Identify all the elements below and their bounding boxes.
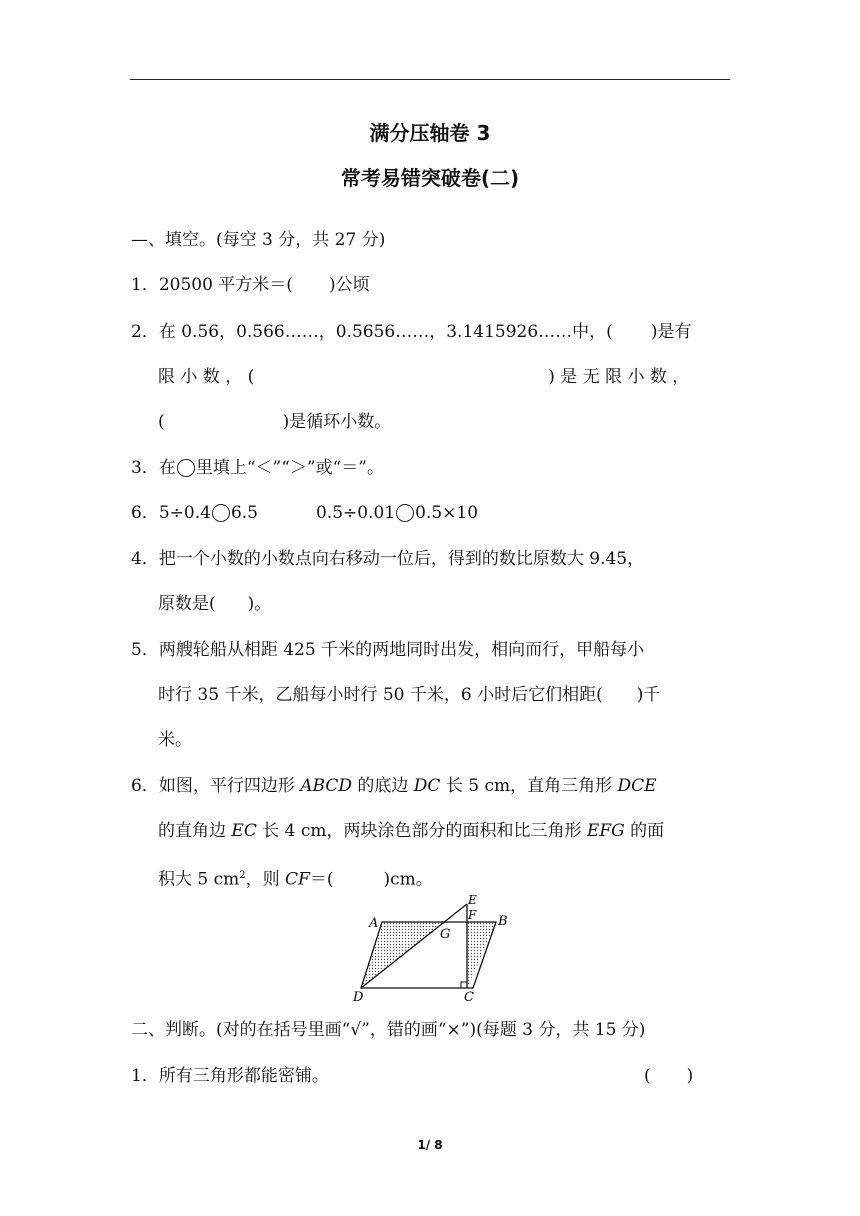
question-text: 的直角边 bbox=[158, 821, 232, 841]
question-text: 原数是( bbox=[158, 594, 216, 614]
shaded-triangle-right bbox=[467, 922, 496, 988]
expr-left: 5÷0.4 bbox=[158, 503, 211, 523]
question-4-line-2 bbox=[158, 592, 271, 616]
question-text: 长 5 cm，直角三角形 bbox=[440, 776, 618, 796]
question-6-line-3 bbox=[158, 864, 433, 892]
question-text: 20500 平方米＝( bbox=[158, 275, 293, 295]
question-text: )公顷 bbox=[328, 275, 370, 295]
question-text: 在 bbox=[158, 458, 176, 478]
question-2-line-1 bbox=[131, 320, 691, 344]
compare-circle-icon bbox=[396, 504, 414, 522]
page-subtitle: 常考易错突破卷(二) bbox=[340, 166, 520, 190]
question-text: 积大 5 cm bbox=[158, 869, 240, 890]
parallelogram-figure bbox=[350, 892, 520, 1004]
compare-circle-icon bbox=[212, 504, 230, 522]
label-f: F bbox=[468, 908, 477, 922]
question-5-line-3: 米。 bbox=[158, 730, 192, 750]
label-g: G bbox=[440, 927, 451, 942]
question-text: 里填上“＜”“＞”或“＝”。 bbox=[195, 458, 384, 478]
question-5-line-1 bbox=[131, 638, 644, 662]
question-number: 1． bbox=[131, 1066, 159, 1086]
question-text: 在 0.56，0.566……，0.5656……，3.1415926……中，( bbox=[158, 322, 613, 342]
label-b: B bbox=[498, 914, 508, 929]
bracket-close: ) bbox=[686, 1066, 694, 1086]
math-label: DCE bbox=[617, 776, 657, 796]
math-label: EFG bbox=[586, 821, 625, 841]
label-e: E bbox=[468, 893, 477, 907]
expr-right: 0.5×10 bbox=[415, 503, 479, 523]
question-text: )是循环小数。 bbox=[282, 412, 392, 432]
question-number: 6． bbox=[131, 503, 159, 523]
math-label: EC bbox=[231, 821, 257, 841]
question-text: 长 4 cm，两块涂色部分的面积和比三角形 bbox=[256, 821, 587, 841]
section1-heading: —、填空。(每空 3 分，共 27 分) bbox=[131, 230, 386, 250]
question-text: ) 是 无 限 小 数 ， bbox=[548, 367, 690, 387]
question-2-line-3 bbox=[158, 410, 391, 434]
question-6-line-2 bbox=[158, 819, 664, 843]
question-number: 3． bbox=[131, 458, 159, 478]
question-text: 如图，平行四边形 bbox=[158, 776, 301, 796]
superscript: 2 bbox=[239, 870, 246, 881]
question-text: ，则 bbox=[245, 869, 286, 890]
question-number: 4． bbox=[131, 549, 159, 569]
question-text: )。 bbox=[247, 594, 272, 614]
label-a: A bbox=[369, 916, 379, 931]
question-text: 所有三角形都能密铺。 bbox=[158, 1066, 329, 1086]
question-3 bbox=[131, 456, 384, 480]
expr-left: 0.5÷0.01 bbox=[315, 503, 396, 523]
question-number: 6． bbox=[131, 776, 159, 796]
question-text: 限 小 数 ， ( bbox=[158, 367, 255, 387]
page-title: 满分压轴卷 3 bbox=[369, 121, 491, 145]
expr-right: 6.5 bbox=[230, 503, 258, 523]
question-text: )千 bbox=[636, 685, 661, 705]
compare-circle-icon bbox=[177, 459, 195, 477]
label-c: C bbox=[464, 990, 474, 1004]
question-6-line-1 bbox=[131, 774, 657, 798]
label-d: D bbox=[353, 990, 364, 1004]
question-number: 2． bbox=[131, 322, 159, 342]
question-4-line-1 bbox=[131, 547, 644, 571]
question-text: )是有 bbox=[650, 322, 692, 342]
question-text: 把一个小数的小数点向右移动一位后，得到的数比原数大 9.45， bbox=[158, 549, 645, 569]
judge-question-1 bbox=[131, 1064, 329, 1088]
question-2-line-2 bbox=[158, 365, 689, 389]
header-rule bbox=[130, 79, 730, 80]
bracket-open: ( bbox=[644, 1066, 651, 1086]
question-number: 1． bbox=[131, 275, 159, 295]
math-label: DC bbox=[413, 776, 441, 796]
question-number: 5． bbox=[131, 640, 159, 660]
page-number: 1/ 8 bbox=[417, 1138, 443, 1152]
question-text: 的底边 bbox=[351, 776, 414, 796]
math-label: ABCD bbox=[300, 776, 352, 796]
question-text: 两艘轮船从相距 425 千米的两地同时出发，相向而行，甲船每小 bbox=[158, 640, 645, 660]
answer-bracket[interactable] bbox=[644, 1064, 693, 1088]
question-3-items bbox=[131, 501, 478, 525]
question-1 bbox=[131, 273, 370, 297]
question-text: 的面 bbox=[624, 821, 665, 841]
question-5-line-2 bbox=[158, 683, 660, 707]
question-text: )cm。 bbox=[383, 869, 433, 890]
section2-heading: 二、判断。(对的在括号里画“√”，错的画“×”)(每题 3 分，共 15 分) bbox=[131, 1020, 646, 1040]
question-text: 时行 35 千米，乙船每小时行 50 千米，6 小时后它们相距( bbox=[158, 685, 603, 705]
question-text: ＝( bbox=[309, 869, 334, 890]
question-text: ( bbox=[158, 412, 165, 432]
right-angle-mark bbox=[461, 982, 467, 988]
math-label: CF bbox=[285, 869, 310, 890]
